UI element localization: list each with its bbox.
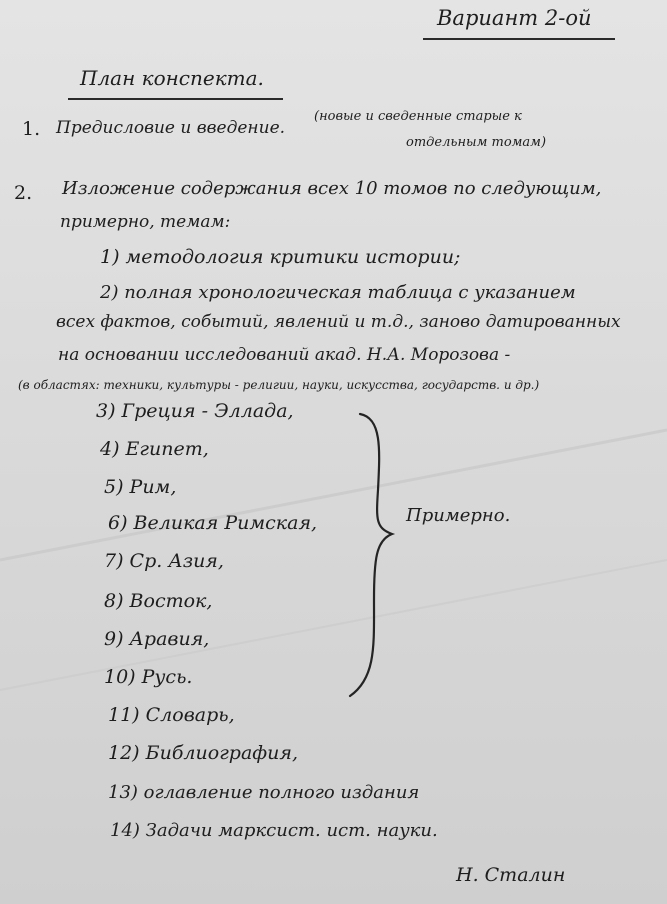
variant-underline <box>423 38 615 40</box>
signature: Н. Сталин <box>456 864 566 886</box>
item-1-note-line2: отдельным томам) <box>406 135 547 150</box>
list-item-3: 3) Греция - Эллада, <box>96 400 294 422</box>
item-1-text: Предисловие и введение. <box>56 118 286 138</box>
sub-item-1: 1) методология критики истории; <box>100 246 461 268</box>
list-item-12: 12) Библиография, <box>108 742 299 764</box>
list-item-10: 10) Русь. <box>104 666 193 688</box>
list-item-4: 4) Египет, <box>100 438 209 460</box>
variant-label: Вариант 2-ой <box>437 6 592 30</box>
list-item-13: 13) оглавление полного издания <box>108 782 420 803</box>
sub-item-2-line3: на основании исследований акад. Н.А. Морозова - <box>58 345 511 365</box>
item-1-note-line1: (новые и сведенные старые к <box>314 109 522 124</box>
sub-item-2-line4: (в областях: техники, культуры - религии, науки, искусства, государств. и др.) <box>18 378 540 392</box>
title-underline <box>68 98 283 100</box>
item-2-line1: Изложение содержания всех 10 томов по следующим, <box>62 178 602 199</box>
item-1-number: 1. <box>22 118 41 140</box>
list-item-7: 7) Ср. Азия, <box>104 550 224 572</box>
curly-brace <box>340 410 410 700</box>
list-item-6: 6) Великая Римская, <box>108 512 318 534</box>
sub-item-2-line1: 2) полная хронологическая таблица с указанием <box>100 282 576 303</box>
page-title: План конспекта. <box>80 66 264 90</box>
item-2-line2: примерно, темам: <box>60 212 231 232</box>
list-item-8: 8) Восток, <box>104 590 213 612</box>
sub-item-2-line2: всех фактов, событий, явлений и т.д., заново датированных <box>56 312 621 332</box>
list-item-11: 11) Словарь, <box>108 704 235 726</box>
list-item-9: 9) Аравия, <box>104 628 210 650</box>
list-item-14: 14) Задачи марксист. ист. науки. <box>110 820 438 841</box>
list-item-5: 5) Рим, <box>104 476 177 498</box>
item-2-number: 2. <box>14 182 33 204</box>
brace-label: Примерно. <box>406 505 511 526</box>
